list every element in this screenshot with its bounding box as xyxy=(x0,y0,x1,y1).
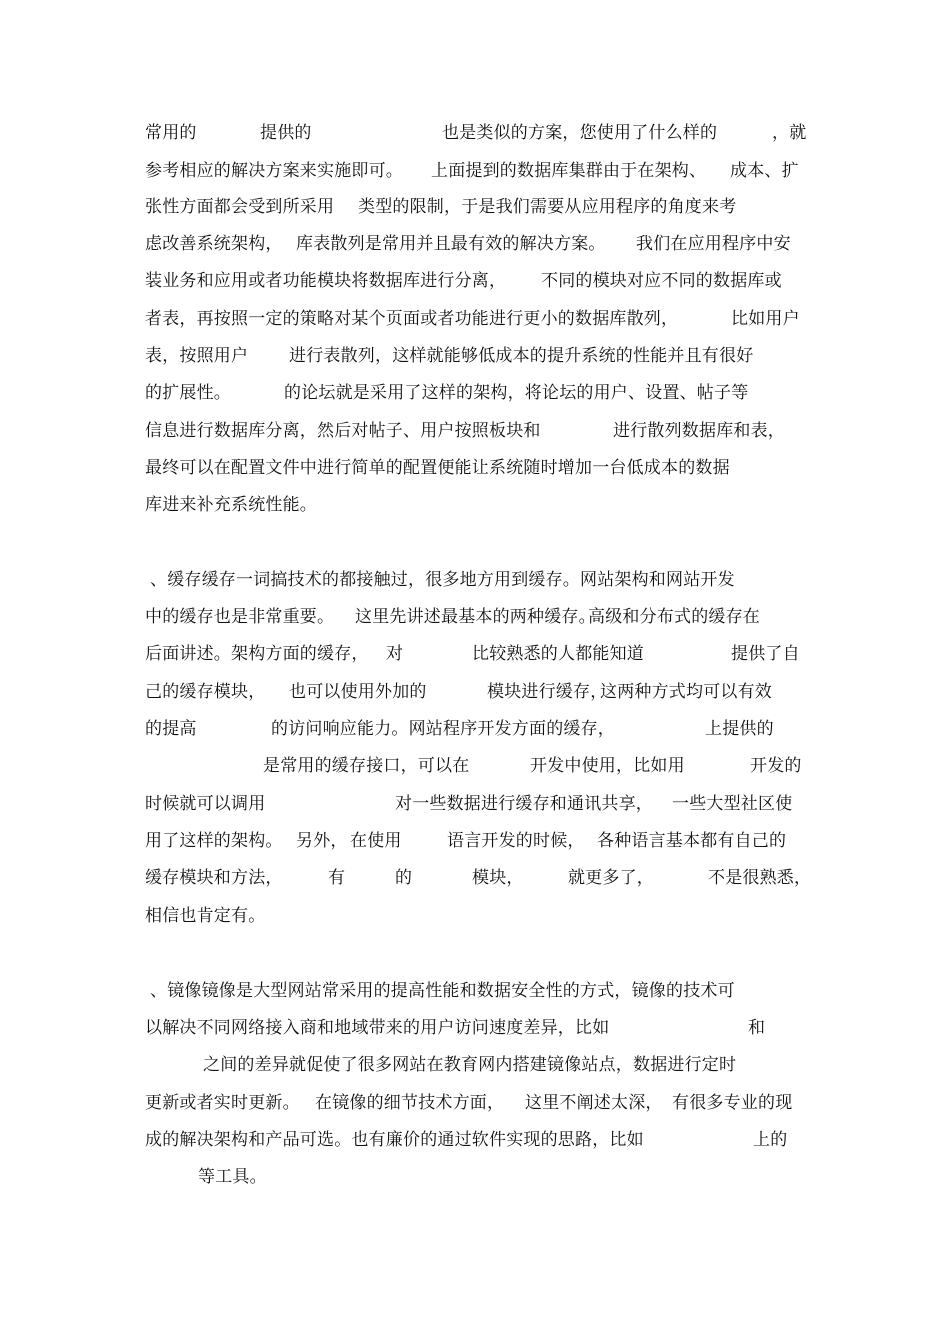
text-segment: 的提高 xyxy=(145,719,197,739)
text-segment: 己的缓存模块， xyxy=(145,682,266,702)
text-segment: 类型的限制，于是我们需要从应用程序的角度来考 xyxy=(358,197,737,217)
text-segment: 库表散列是常用并且最有效的解决方案。 xyxy=(296,234,606,254)
text-segment: 提供了自 xyxy=(731,644,800,664)
text-segment: 和 xyxy=(748,1018,766,1038)
text-segment: 库进来补充系统性能。 xyxy=(145,495,317,515)
text-segment: 开发中使用，比如用 xyxy=(530,756,685,776)
text-segment: 后面讲述。架构方面的缓存， xyxy=(145,644,369,664)
text-segment: 更新或者实时更新。 xyxy=(145,1093,300,1113)
text-segment: 在使用 xyxy=(350,831,402,851)
text-segment: 者表，再按照一定的策略对某个页面或者功能进行更小的数据库散列， xyxy=(145,309,679,329)
text-segment: 就更多了， xyxy=(568,868,654,888)
text-segment: 在镜像的细节技术方面， xyxy=(315,1093,505,1113)
text-segment: 的 xyxy=(395,868,413,888)
text-segment: 进行表散列，这样就能够低成本的提升系统的性能并且有很好 xyxy=(289,346,754,366)
text-segment: 也可以使用外加的 xyxy=(289,682,427,702)
text-segment: 对 xyxy=(386,644,404,664)
text-segment: 中的缓存也是非常重要。 xyxy=(145,607,335,627)
text-segment: 缓存模块和方法， xyxy=(145,868,283,888)
text-segment: ，就 xyxy=(772,123,807,143)
text-segment: 的访问响应能力。网站程序开发方面的缓存， xyxy=(271,719,615,739)
text-segment: 也是类似的方案，您使用了什么样的 xyxy=(442,123,718,143)
text-segment: 信息进行数据库分离，然后对帖子、用户按照板块和 xyxy=(145,421,541,441)
text-segment: 、镜像镜像是大型网站常采用的提高性能和数据安全性的方式，镜像的技术可 xyxy=(150,981,735,1001)
text-segment: 以解决不同网络接入商和地域带来的用户访问速度差异，比如 xyxy=(145,1018,610,1038)
text-segment: 开发的 xyxy=(750,756,802,776)
text-segment: 比较熟悉的人都能知道 xyxy=(472,644,644,664)
text-segment: 的论坛就是采用了这样的架构，将论坛的用户、设置、帖子等 xyxy=(284,383,749,403)
text-segment: 进行散列数据库和表， xyxy=(613,421,785,441)
text-segment: 最终可以在配置文件中进行简单的配置便能让系统随时增加一台低成本的数据 xyxy=(145,458,730,478)
text-segment: 虑改善系统架构， xyxy=(145,234,283,254)
text-segment: 张性方面都会受到所采用 xyxy=(145,197,335,217)
text-segment: 参考相应的解决方案来实施即可。 xyxy=(145,161,403,181)
text-segment: 表，按照用户 xyxy=(145,346,249,366)
text-segment: 上提供的 xyxy=(705,719,774,739)
text-segment: 比如用户 xyxy=(731,309,800,329)
text-segment: 这两种方式均可以有效 xyxy=(600,682,772,702)
text-segment: 常用的 xyxy=(145,123,197,143)
text-segment: 成的解决架构和产品可选。也有廉价的通过软件实现的思路，比如 xyxy=(145,1130,644,1150)
text-segment: 装业务和应用或者功能模块将数据库进行分离， xyxy=(145,271,507,291)
text-segment: 模块进行缓存， xyxy=(487,682,608,702)
text-segment: 这里不阐述太深， xyxy=(525,1093,663,1113)
text-segment: 上面提到的数据库集群由于在架构、 xyxy=(431,161,707,181)
text-segment: 有很多专业的现 xyxy=(672,1093,793,1113)
text-segment: 是常用的缓存接口，可以在 xyxy=(263,756,470,776)
text-segment: 等工具。 xyxy=(198,1167,267,1187)
text-segment: 、缓存缓存一词搞技术的都接触过，很多地方用到缓存。网站架构和网站开发 xyxy=(150,570,735,590)
text-segment: 对一些数据进行缓存和通讯共享， xyxy=(395,794,653,814)
text-segment: 模块， xyxy=(472,868,524,888)
text-segment: 不是很熟悉， xyxy=(708,868,812,888)
text-segment: 这里先讲述最基本的两种缓存。 xyxy=(355,607,596,627)
text-segment: 不同的模块对应不同的数据库或 xyxy=(541,271,782,291)
text-segment: 时候就可以调用 xyxy=(145,794,266,814)
text-segment: 成本、扩 xyxy=(730,161,799,181)
text-segment: 语言开发的时候， xyxy=(447,831,585,851)
text-segment: 各种语言基本都有自己的 xyxy=(597,831,787,851)
text-segment: 用了这样的架构。 xyxy=(145,831,283,851)
text-segment: 上的 xyxy=(753,1130,788,1150)
text-segment: 一些大型社区使 xyxy=(672,794,793,814)
text-segment: 提供的 xyxy=(260,123,312,143)
text-segment: 有 xyxy=(328,868,346,888)
text-segment: 的扩展性。 xyxy=(145,383,231,403)
text-segment: 另外， xyxy=(296,831,348,851)
text-segment: 相信也肯定有。 xyxy=(145,906,266,926)
text-segment: 高级和分布式的缓存在 xyxy=(588,607,760,627)
text-segment: 之间的差异就促使了很多网站在教育网内搭建镜像站点，数据进行定时 xyxy=(203,1055,737,1075)
text-segment: 我们在应用程序中安 xyxy=(636,234,791,254)
